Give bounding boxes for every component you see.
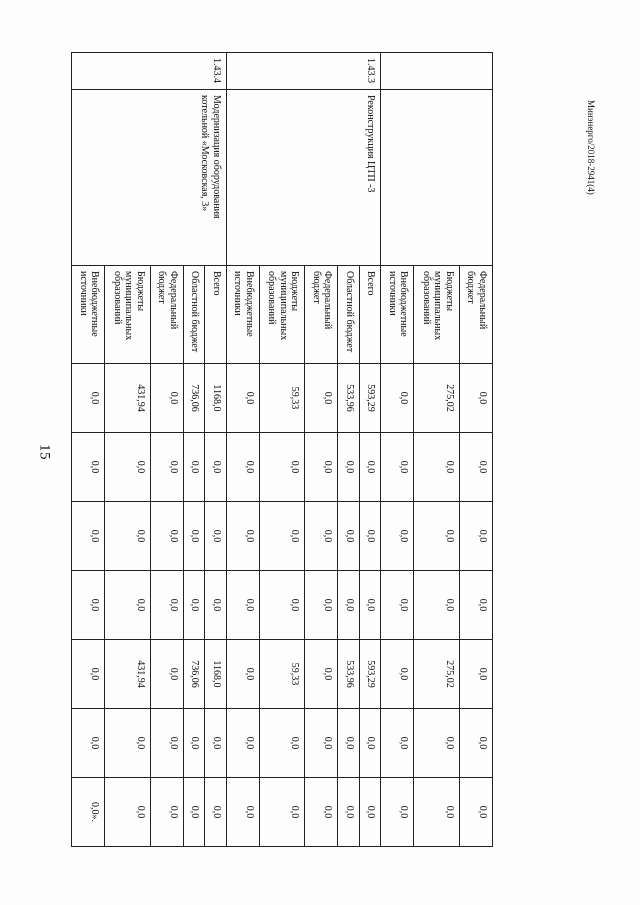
value-cell: 0,0 [150,433,183,502]
value-cell: 593,29 [359,364,380,433]
value-cell: 0,0 [183,571,204,640]
value-cell: 736,06 [183,364,204,433]
value-cell: 0,0 [150,709,183,778]
value-cell: 0,0 [72,433,105,502]
value-cell: 431,94 [105,640,150,709]
value-cell: 0,0 [459,640,492,709]
value-cell: 0,0». [72,778,105,847]
value-cell: 0,0 [414,502,459,571]
value-cell: 0,0 [414,778,459,847]
value-cell: 0,0 [183,778,204,847]
item-name-cell: Модернизация оборудования котельной «Московская, 3» [72,90,227,266]
value-cell: 0,0 [305,571,338,640]
value-cell: 0,0 [359,502,380,571]
value-cell: 0,0 [381,571,414,640]
value-cell: 0,0 [205,709,226,778]
value-cell: 0,0 [414,433,459,502]
value-cell: 0,0 [359,433,380,502]
value-cell: 0,0 [381,502,414,571]
value-cell: 1168,0 [205,640,226,709]
value-cell: 0,0 [72,709,105,778]
budget-table [71,52,493,847]
value-cell: 0,0 [226,709,259,778]
value-cell: 0,0 [205,778,226,847]
value-cell: 431,94 [105,364,150,433]
value-cell: 0,0 [459,364,492,433]
value-cell: 0,0 [459,571,492,640]
value-cell: 59,33 [259,640,304,709]
value-cell: 0,0 [359,571,380,640]
value-cell: 0,0 [338,709,359,778]
item-number-cell: 1.43.3 [226,53,381,90]
funding-source-cell: Внебюджетные источники [381,266,414,364]
value-cell: 0,0 [226,571,259,640]
value-cell: 533,96 [338,364,359,433]
document-code: Минэнерго/2018-2941(4) [586,100,596,195]
value-cell: 0,0 [259,778,304,847]
value-cell: 0,0 [72,640,105,709]
funding-source-cell: Федеральный бюджет [150,266,183,364]
value-cell: 0,0 [381,364,414,433]
value-cell: 0,0 [338,502,359,571]
value-cell: 0,0 [226,778,259,847]
value-cell: 0,0 [226,433,259,502]
value-cell: 0,0 [205,433,226,502]
funding-source-cell: Федеральный бюджет [459,266,492,364]
value-cell: 275,02 [414,364,459,433]
funding-source-cell: Бюджеты муниципальных образований [414,266,459,364]
value-cell: 0,0 [150,571,183,640]
value-cell: 0,0 [259,433,304,502]
item-name-cell [381,90,493,266]
value-cell: 0,0 [150,364,183,433]
funding-source-cell: Всего [205,266,226,364]
value-cell: 0,0 [459,433,492,502]
value-cell: 0,0 [72,364,105,433]
item-number-cell [381,53,493,90]
value-cell: 0,0 [305,433,338,502]
funding-source-cell: Внебюджетные источники [72,266,105,364]
value-cell: 0,0 [459,709,492,778]
value-cell: 0,0 [205,502,226,571]
value-cell: 0,0 [381,640,414,709]
table-row [359,53,380,847]
value-cell: 533,96 [338,640,359,709]
value-cell: 0,0 [338,433,359,502]
value-cell: 0,0 [226,364,259,433]
value-cell: 0,0 [305,778,338,847]
funding-source-cell: Областной бюджет [338,266,359,364]
funding-source-cell: Бюджеты муниципальных образований [259,266,304,364]
value-cell: 0,0 [338,571,359,640]
value-cell: 0,0 [105,778,150,847]
value-cell: 0,0 [305,640,338,709]
value-cell: 0,0 [259,571,304,640]
value-cell: 0,0 [72,502,105,571]
value-cell: 0,0 [305,364,338,433]
value-cell: 0,0 [226,502,259,571]
value-cell: 0,0 [183,709,204,778]
value-cell: 0,0 [414,571,459,640]
value-cell: 0,0 [105,433,150,502]
funding-source-cell: Всего [359,266,380,364]
value-cell: 0,0 [305,709,338,778]
value-cell: 0,0 [105,502,150,571]
funding-source-cell: Областной бюджет [183,266,204,364]
value-cell: 0,0 [305,502,338,571]
value-cell: 0,0 [105,709,150,778]
value-cell: 0,0 [150,640,183,709]
value-cell: 0,0 [459,502,492,571]
value-cell: 0,0 [338,778,359,847]
value-cell: 0,0 [459,778,492,847]
value-cell: 0,0 [183,502,204,571]
item-number-cell: 1.43.4 [72,53,227,90]
value-cell: 0,0 [183,433,204,502]
value-cell: 0,0 [150,502,183,571]
table-row [205,53,226,847]
value-cell: 0,0 [381,778,414,847]
funding-source-cell: Внебюджетные источники [226,266,259,364]
funding-source-cell: Бюджеты муниципальных образований [105,266,150,364]
value-cell: 0,0 [259,709,304,778]
value-cell: 275,02 [414,640,459,709]
value-cell: 0,0 [381,709,414,778]
value-cell: 0,0 [150,778,183,847]
value-cell: 0,0 [414,709,459,778]
page-number: 15 [36,444,53,460]
value-cell: 0,0 [381,433,414,502]
value-cell: 0,0 [359,709,380,778]
value-cell: 59,33 [259,364,304,433]
budget-table-sheet [71,52,493,846]
value-cell: 0,0 [226,640,259,709]
value-cell: 0,0 [359,778,380,847]
table-row [459,53,492,847]
value-cell: 736,06 [183,640,204,709]
value-cell: 0,0 [105,571,150,640]
value-cell: 593,29 [359,640,380,709]
value-cell: 0,0 [72,571,105,640]
value-cell: 0,0 [259,502,304,571]
item-name-cell: Реконструкция ЦТП -3 [226,90,381,266]
funding-source-cell: Федеральный бюджет [305,266,338,364]
value-cell: 1168,0 [205,364,226,433]
value-cell: 0,0 [205,571,226,640]
